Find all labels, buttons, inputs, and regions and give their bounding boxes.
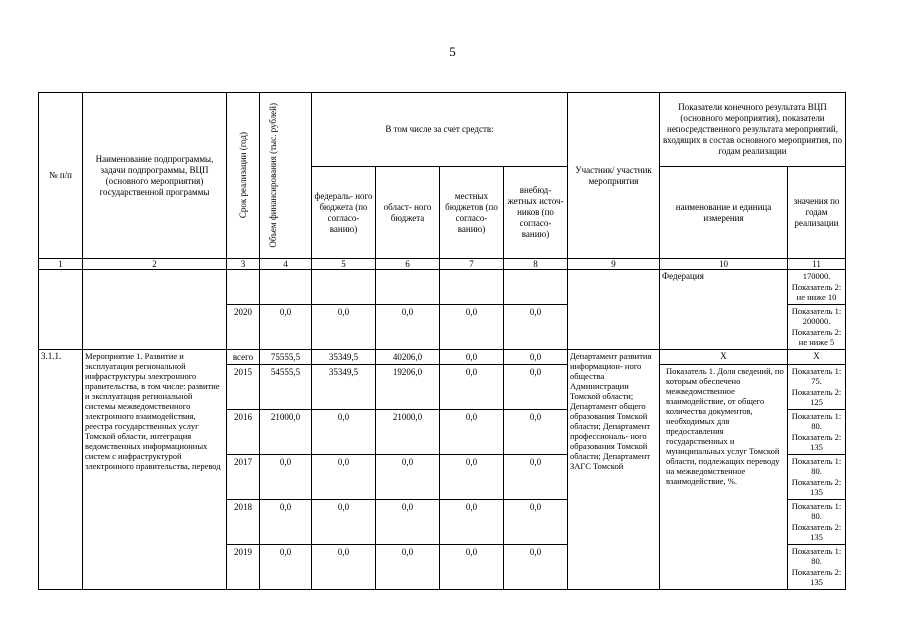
header-ind-name: наименование и единица измерения [660, 167, 788, 259]
total-label: всего [227, 349, 260, 364]
local-cell: 0,0 [440, 349, 504, 364]
extra-cell: 0,0 [504, 349, 568, 364]
extra-cell: 0,0 [504, 304, 568, 349]
year-cell: 2020 [227, 304, 260, 349]
regional-cell: 0,0 [376, 499, 440, 544]
column-number: 1 [39, 259, 83, 270]
column-number: 11 [788, 259, 846, 270]
measure-number: 3.1.1. [39, 349, 83, 589]
volume-cell: 75555,5 [260, 349, 312, 364]
column-number: 9 [568, 259, 660, 270]
header-ind-values: значения по годам реализации [788, 167, 846, 259]
indicator-value: Показатель 1: 75. Показатель 2: 125 [788, 364, 846, 409]
volume-cell: 21000,0 [260, 409, 312, 454]
header-participant: Участник/ участник мероприятия [568, 93, 660, 259]
year-cell: 2016 [227, 409, 260, 454]
column-number: 6 [376, 259, 440, 270]
extra-cell: 0,0 [504, 499, 568, 544]
federal-cell: 35349,5 [312, 364, 376, 409]
federal-cell: 35349,5 [312, 349, 376, 364]
column-number: 8 [504, 259, 568, 270]
regional-cell: 19206,0 [376, 364, 440, 409]
regional-cell: 21000,0 [376, 409, 440, 454]
header-num: № п/п [39, 93, 83, 259]
indicator-name-total: Х [660, 349, 788, 364]
volume-cell: 54555,5 [260, 364, 312, 409]
extra-cell: 0,0 [504, 409, 568, 454]
column-number: 3 [227, 259, 260, 270]
header-regional: област- ного бюджета [376, 167, 440, 259]
year-cell: 2017 [227, 454, 260, 499]
volume-cell: 0,0 [260, 544, 312, 589]
indicator-value: Показатель 1: 80. Показатель 2: 135 [788, 499, 846, 544]
local-cell: 0,0 [440, 409, 504, 454]
header-name: Наименование подпрограммы, задачи подпрограммы, ВЦП (основного мероприятия) государственной программы [83, 93, 227, 259]
header-volume-text: Объем финансирования (тыс. рублей) [267, 103, 278, 248]
header-volume [260, 93, 312, 259]
program-table [38, 92, 846, 590]
federal-cell: 0,0 [312, 544, 376, 589]
header-federal: федераль- ного бюджета (по согласо- ванию) [312, 167, 376, 259]
header-period [227, 93, 260, 259]
extra-cell: 0,0 [504, 544, 568, 589]
indicator-name-cont: Федерация [660, 270, 788, 350]
volume-cell: 0,0 [260, 499, 312, 544]
indicator-value: Показатель 1: 80. Показатель 2: 135 [788, 409, 846, 454]
federal-cell: 0,0 [312, 499, 376, 544]
measure-participant: Департамент развития информацион- ного общества Администрации Томской области; Департамент общего образования Томской области; Департамент профессиональ- ного образования Томской области; Департамент ЗАГС Томской [568, 349, 660, 589]
indicator-value: Показатель 1: 80. Показатель 2: 135 [788, 454, 846, 499]
federal-cell: 0,0 [312, 409, 376, 454]
extra-cell: 0,0 [504, 364, 568, 409]
table-row [39, 349, 846, 364]
header-extra: внебюд- жетных источ- ников (по согласо- ванию) [504, 167, 568, 259]
local-cell: 0,0 [440, 544, 504, 589]
federal-cell: 0,0 [312, 454, 376, 499]
column-number: 5 [312, 259, 376, 270]
volume-cell: 0,0 [260, 454, 312, 499]
header-local: местных бюджетов (по согласо- ванию) [440, 167, 504, 259]
local-cell: 0,0 [440, 454, 504, 499]
header-period-text: Срок реализации (год) [237, 132, 248, 219]
column-numbers-row [39, 259, 846, 270]
regional-cell: 40206,0 [376, 349, 440, 364]
federal-cell: 0,0 [312, 304, 376, 349]
table-row [39, 270, 846, 305]
column-number: 2 [83, 259, 227, 270]
year-cell: 2018 [227, 499, 260, 544]
indicator-value: 170000. Показатель 2: не ниже 10 [788, 270, 846, 305]
indicator-value-total: Х [788, 349, 846, 364]
year-cell: 2015 [227, 364, 260, 409]
regional-cell: 0,0 [376, 454, 440, 499]
measure-name: Мероприятие 1. Развитие и эксплуатация региональной инфраструктуры электронного правительства, в том числе: развитие и эксплуатация региональной системы межведомственного электронного взаимодействия, реестра государственных услуг Томской области, интеграция ведомственных информационных систем с инфраструктурой электронного правительства, перевод [83, 349, 227, 589]
page-number: 5 [449, 44, 456, 59]
regional-cell: 0,0 [376, 304, 440, 349]
indicator-value: Показатель 1: 80. Показатель 2: 135 [788, 544, 846, 589]
local-cell: 0,0 [440, 499, 504, 544]
column-number: 4 [260, 259, 312, 270]
header-indicators: Показатели конечного результата ВЦП (основного мероприятия), показатели непосредственного результата мероприятий, входящих в состав основного мероприятия, по годам реализации [660, 93, 846, 167]
regional-cell: 0,0 [376, 544, 440, 589]
indicator-value: Показатель 1: 200000. Показатель 2: не ниже 5 [788, 304, 846, 349]
local-cell: 0,0 [440, 304, 504, 349]
extra-cell: 0,0 [504, 454, 568, 499]
year-cell: 2019 [227, 544, 260, 589]
column-number: 7 [440, 259, 504, 270]
volume-cell: 0,0 [260, 304, 312, 349]
header-sources: В том числе за счет средств: [312, 93, 568, 167]
column-number: 10 [660, 259, 788, 270]
indicator-name: Показатель 1. Доля сведений, по которым обеспечено межведомственное взаимодействие, от общего количества документов, необходимых для предоставления государственных и муниципальных услуг Томской области, подлежащих переводу на межведомственное взаимодействие, %. [660, 364, 788, 589]
local-cell: 0,0 [440, 364, 504, 409]
